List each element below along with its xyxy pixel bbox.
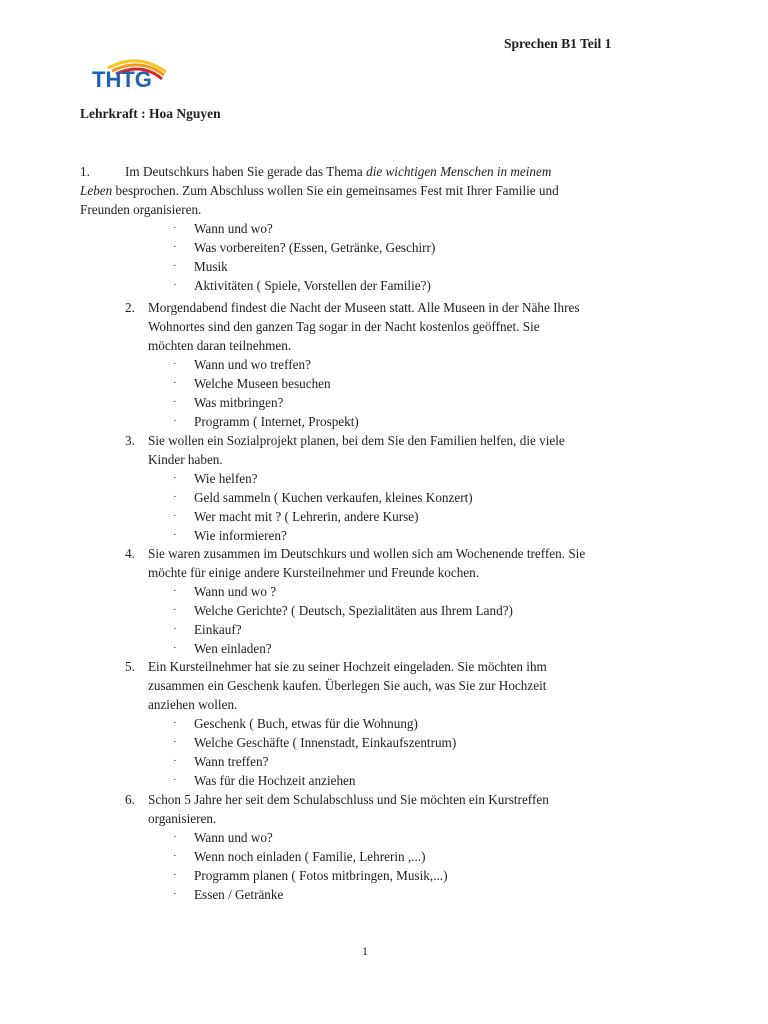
- item-number: 1.: [80, 164, 90, 179]
- item-text-line: Wohnortes sind den ganzen Tag sogar in der Nacht kostenlos geöffnet. Sie: [148, 319, 540, 334]
- item-text-line: Kinder haben.: [148, 452, 223, 467]
- item-text-line: Morgendabend findest die Nacht der Museen statt. Alle Museen in der Nähe Ihres: [148, 300, 580, 315]
- item-text-line: Sie wollen ein Sozialprojekt planen, bei dem Sie den Familien helfen, die viele: [148, 433, 565, 448]
- bullet-item: Welche Museen besuchen: [194, 376, 331, 391]
- thtg-logo: [90, 54, 172, 94]
- bullet-marker: ·: [173, 510, 177, 522]
- item-text-line: möchten daran teilnehmen.: [148, 338, 292, 353]
- bullet-marker: ·: [173, 491, 177, 503]
- bullet-marker: ·: [173, 472, 177, 484]
- item-text-emphasis: Leben: [80, 183, 113, 198]
- item-number: 5.: [125, 659, 135, 674]
- item-text-span: Im Deutschkurs haben Sie gerade das Thema: [125, 164, 367, 179]
- item-text-line: [80, 181, 559, 200]
- bullet-item: Welche Gerichte? ( Deutsch, Spezialitäten aus Ihrem Land?): [194, 603, 513, 618]
- bullet-item: Musik: [194, 259, 228, 274]
- bullet-item: Wann und wo treffen?: [194, 357, 311, 372]
- logo-text: THTG: [92, 67, 152, 92]
- item-text-line: zusammen ein Geschenk kaufen. Überlegen Sie auch, was Sie zur Hochzeit: [148, 678, 547, 693]
- bullet-item: Einkauf?: [194, 622, 242, 637]
- item-text-line: [80, 200, 201, 219]
- bullet-item: Geschenk ( Buch, etwas für die Wohnung): [194, 716, 418, 731]
- bullet-marker: ·: [173, 279, 177, 291]
- bullet-item: Wann und wo?: [194, 221, 273, 236]
- bullet-item: Geld sammeln ( Kuchen verkaufen, kleines Konzert): [194, 490, 473, 505]
- item-number: 4.: [125, 546, 135, 561]
- bullet-marker: ·: [173, 396, 177, 408]
- bullet-item: Wen einladen?: [194, 641, 272, 656]
- bullet-marker: ·: [173, 260, 177, 272]
- bullet-item: Wer macht mit ? ( Lehrerin, andere Kurse): [194, 509, 419, 524]
- bullet-marker: ·: [173, 831, 177, 843]
- bullet-marker: ·: [173, 755, 177, 767]
- bullet-item: Programm ( Internet, Prospekt): [194, 414, 359, 429]
- teacher-line: Lehrkraft : Hoa Nguyen: [80, 106, 221, 121]
- bullet-item: Wenn noch einladen ( Familie, Lehrerin ,...): [194, 849, 426, 864]
- item-text-line: organisieren.: [148, 811, 217, 826]
- bullet-marker: ·: [173, 850, 177, 862]
- bullet-item: Wann und wo ?: [194, 584, 277, 599]
- item-text-emphasis: die wichtigen Menschen in meinem: [366, 164, 552, 179]
- bullet-marker: ·: [173, 222, 177, 234]
- bullet-marker: ·: [173, 415, 177, 427]
- bullet-marker: ·: [173, 604, 177, 616]
- bullet-item: Wie helfen?: [194, 471, 258, 486]
- item-number: 3.: [125, 433, 135, 448]
- bullet-marker: ·: [173, 358, 177, 370]
- bullet-marker: ·: [173, 888, 177, 900]
- header-title: Sprechen B1 Teil 1: [504, 36, 612, 51]
- bullet-marker: ·: [173, 736, 177, 748]
- item-text-line: [125, 162, 551, 181]
- item-number: 6.: [125, 792, 135, 807]
- bullet-marker: ·: [173, 377, 177, 389]
- item-text-line: Sie waren zusammen im Deutschkurs und wollen sich am Wochenende treffen. Sie: [148, 546, 586, 561]
- bullet-item: Was vorbereiten? (Essen, Getränke, Geschirr): [194, 240, 436, 255]
- bullet-item: Was mitbringen?: [194, 395, 284, 410]
- item-text-line: Ein Kursteilnehmer hat sie zu seiner Hochzeit eingeladen. Sie möchten ihm: [148, 659, 547, 674]
- bullet-marker: ·: [173, 529, 177, 541]
- bullet-marker: ·: [173, 774, 177, 786]
- item-number: 2.: [125, 300, 135, 315]
- bullet-item: Essen / Getränke: [194, 887, 284, 902]
- item-text-line: Schon 5 Jahre her seit dem Schulabschluss und Sie möchten ein Kurstreffen: [148, 792, 549, 807]
- bullet-marker: ·: [173, 717, 177, 729]
- bullet-marker: ·: [173, 585, 177, 597]
- bullet-item: Aktivitäten ( Spiele, Vorstellen der Familie?): [194, 278, 431, 293]
- bullet-item: Wie informieren?: [194, 528, 287, 543]
- item-text-line: anziehen wollen.: [148, 697, 238, 712]
- page-number: 1: [362, 944, 368, 958]
- item-text-span: Freunden organisieren.: [80, 202, 202, 217]
- bullet-marker: ·: [173, 623, 177, 635]
- bullet-item: Programm planen ( Fotos mitbringen, Musik,...): [194, 868, 448, 883]
- bullet-item: Wann treffen?: [194, 754, 269, 769]
- bullet-item: Welche Geschäfte ( Innenstadt, Einkaufszentrum): [194, 735, 457, 750]
- bullet-marker: ·: [173, 642, 177, 654]
- bullet-marker: ·: [173, 241, 177, 253]
- bullet-item: Was für die Hochzeit anziehen: [194, 773, 356, 788]
- item-text-line: möchte für einige andere Kursteilnehmer und Freunde kochen.: [148, 565, 480, 580]
- bullet-item: Wann und wo?: [194, 830, 273, 845]
- bullet-marker: ·: [173, 869, 177, 881]
- item-text-span: besprochen. Zum Abschluss wollen Sie ein gemeinsames Fest mit Ihrer Familie und: [112, 183, 559, 198]
